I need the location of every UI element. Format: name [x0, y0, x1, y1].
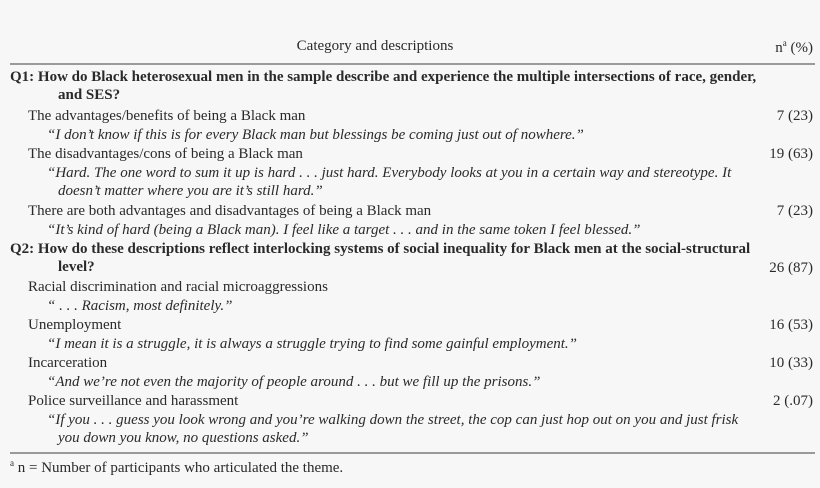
question-value: 26 (87)	[769, 260, 813, 276]
category-text: The advantages/benefits of being a Black man	[28, 108, 306, 124]
quote-text: “Hard. The one word to sum it up is hard . . . just hard. Everybody looks at you in a certain way and stereotype. It doesn’t matter where you are it’s still hard.”	[47, 165, 732, 199]
table-footnote	[10, 458, 343, 477]
category-row	[10, 278, 815, 296]
quote-row	[10, 335, 815, 353]
category-row	[10, 316, 815, 334]
bottom-rule	[10, 452, 815, 454]
category-value: 7 (23)	[776, 203, 813, 219]
quote-text: “It’s kind of hard (being a Black man). I feel like a target . . . and in the same token I feel blessed.”	[47, 222, 641, 238]
header-n-sup: a	[782, 38, 787, 48]
header-rule	[10, 63, 815, 65]
category-row	[10, 145, 815, 163]
category-value: 7 (23)	[776, 108, 813, 124]
question-row	[10, 68, 815, 104]
quote-row	[10, 411, 815, 447]
question-text: Q1: How do Black heterosexual men in the sample describe and experience the multiple intersections of race, gender, and SES?	[10, 69, 757, 103]
quote-row	[10, 126, 815, 144]
category-row	[10, 392, 815, 410]
category-row	[10, 107, 815, 125]
category-value: 19 (63)	[769, 146, 813, 162]
category-value: 16 (53)	[769, 317, 813, 333]
header-n	[775, 38, 813, 57]
header-n-label: n	[775, 40, 783, 56]
category-text: Unemployment	[28, 317, 122, 333]
question-text: Q2: How do these descriptions reflect interlocking systems of social inequality for Black men at the social-structural level?	[10, 241, 751, 275]
quote-row	[10, 221, 815, 239]
category-value: 2 (.07)	[773, 393, 813, 409]
header-n-suffix: (%)	[786, 40, 813, 56]
quote-row	[10, 373, 815, 391]
footnote-text: n = Number of participants who articulated the theme.	[14, 460, 344, 476]
header-category: Category and descriptions	[296, 38, 454, 54]
category-row	[10, 354, 815, 372]
category-text: Incarceration	[28, 355, 108, 371]
category-text: The disadvantages/cons of being a Black man	[28, 146, 303, 162]
quote-text: “I mean it is a struggle, it is always a struggle trying to find some gainful employment.”	[47, 336, 577, 352]
quote-row	[10, 164, 815, 200]
footnote-marker: a	[10, 458, 14, 468]
quote-text: “ . . . Racism, most definitely.”	[47, 298, 233, 314]
category-value: 10 (33)	[769, 355, 813, 371]
category-row	[10, 202, 815, 220]
quote-text: “And we’re not even the majority of people around . . . but we fill up the prisons.”	[47, 374, 541, 390]
question-row	[10, 240, 815, 276]
quote-text: “I don’t know if this is for every Black man but blessings be coming just out of nowhere.”	[47, 127, 584, 143]
quote-text: “If you . . . guess you look wrong and you’re walking down the street, the cop can just hop out on you and just frisk you down you know, no questions asked.”	[47, 412, 739, 446]
category-text: Police surveillance and harassment	[28, 393, 239, 409]
category-text: Racial discrimination and racial microaggressions	[28, 279, 328, 295]
table-header	[10, 38, 815, 60]
category-text: There are both advantages and disadvantages of being a Black man	[28, 203, 432, 219]
quote-row	[10, 297, 815, 315]
